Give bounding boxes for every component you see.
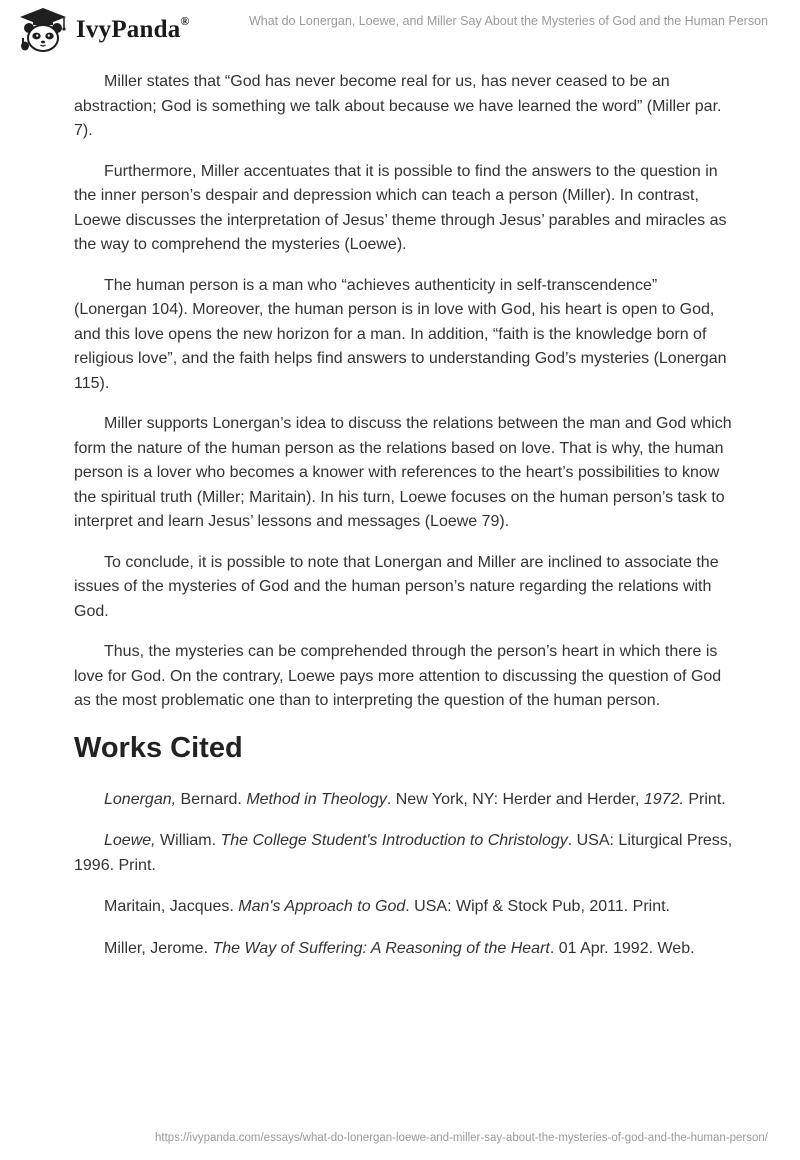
citation-entry: Loewe, William. The College Student's Introduction to Christology. USA: Liturgical Press, 1996. Print. bbox=[74, 832, 733, 874]
works-cited-heading: Works Cited bbox=[74, 731, 243, 764]
panda-graduate-icon bbox=[14, 6, 72, 54]
citation-entry: Miller, Jerome. The Way of Suffering: A Reasoning of the Heart. 01 Apr. 1992. Web. bbox=[104, 939, 695, 957]
body-paragraph: Miller states that “God has never become real for us, has never ceased to be an abstraction; God is something we talk about because we have learned the word” (Miller par. 7). bbox=[74, 73, 722, 139]
running-title: What do Lonergan, Loewe, and Miller Say About the Mysteries of God and the Human Person bbox=[248, 14, 768, 28]
essay-content bbox=[74, 70, 734, 978]
source-url[interactable]: https://ivypanda.com/essays/what-do-lonergan-loewe-and-miller-say-about-the-mysteries-of-god-and-the-human-person/ bbox=[155, 1132, 768, 1144]
body-paragraph: To conclude, it is possible to note that Lonergan and Miller are inclined to associate the issues of the mysteries of God and the human person’s nature regarding the relations with God. bbox=[74, 553, 719, 620]
citation-entry: Lonergan, Bernard. Method in Theology. New York, NY: Herder and Herder, 1972. Print. bbox=[104, 790, 726, 808]
citation-entry: Maritain, Jacques. Man's Approach to God. USA: Wipf & Stock Pub, 2011. Print. bbox=[104, 898, 670, 915]
body-paragraph: Miller supports Lonergan’s idea to discuss the relations between the man and God which form the nature of the human person as the relations based on love. That is why, the human person is a lover who becomes a knower with references to the heart’s possibilities to know the spiritual truth (Miller; Maritain). In his turn, Loewe focuses on the human person’s task to interpret and learn Jesus’ lessons and messages (Loewe 79). bbox=[74, 415, 732, 530]
body-paragraph: The human person is a man who “achieves authenticity in self-transcendence” (Lonergan 104). Moreover, the human person is in love with God, his heart is open to God, and this love opens the new horizon for a man. In addition, “faith is the knowledge born of religious love”, and the faith helps find answers to understanding God’s mysteries (Lonergan 115). bbox=[74, 276, 727, 392]
body-paragraph: Thus, the mysteries can be comprehended through the person’s heart in which there is love for God. On the contrary, Loewe pays more attention to discussing the question of God as the most problematic one than to interpreting the question of the human person. bbox=[74, 643, 722, 709]
body-paragraph: Furthermore, Miller accentuates that it is possible to find the answers to the question in the inner person’s despair and depression which can teach a person (Miller). In contrast, Loewe discusses the interpretation of Jesus’ theme through Jesus’ parables and miracles as the way to comprehend the mysteries (Loewe). bbox=[74, 162, 727, 253]
brand-name: IvyPanda® bbox=[76, 13, 190, 43]
brand-logo[interactable] bbox=[14, 6, 190, 54]
